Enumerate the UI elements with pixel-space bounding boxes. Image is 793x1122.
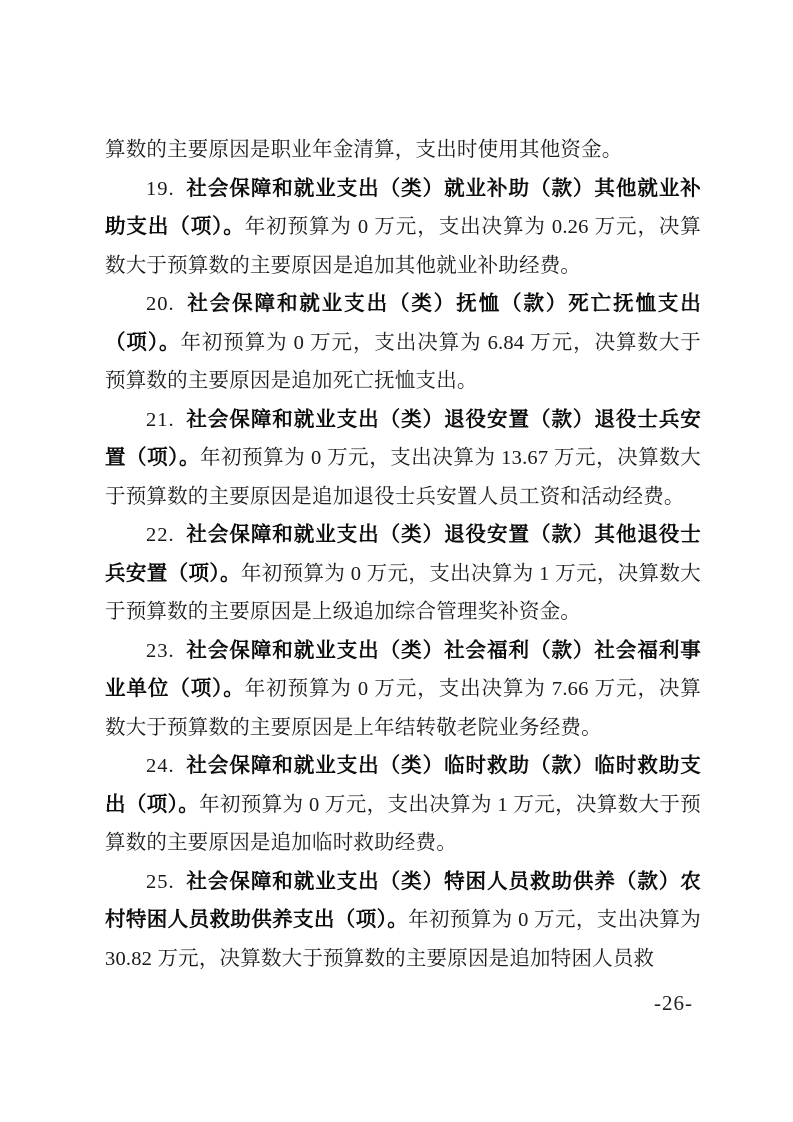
paragraph-item-23 — [105, 632, 701, 748]
expenditure-heading: 社会保障和就业支出（类）临时救助（款）临时救助支出（项）。 — [105, 754, 701, 816]
paragraph-item-22 — [105, 516, 701, 632]
paragraph-body: 年初预算为 0 万元，支出决算为 6.84 万元，决算数大于预算数的主要原因是追加死亡抚恤支出。 — [105, 331, 701, 392]
paragraph-item-20 — [105, 285, 701, 401]
expenditure-heading: 社会保障和就业支出（类）退役安置（款）其他退役士兵安置（项）。 — [105, 523, 701, 585]
paragraph-body: 年初预算为 0 万元，支出决算为 1 万元，决算数大于预算数的主要原因是上级追加综合管理奖补资金。 — [105, 562, 701, 623]
paragraph-number: 20. — [146, 293, 175, 315]
expenditure-heading: 社会保障和就业支出（类）特困人员救助供养（款）农村特困人员救助供养支出（项）。 — [105, 869, 701, 931]
page-number: -26- — [654, 991, 693, 1015]
paragraph-item-24 — [105, 747, 701, 863]
expenditure-heading: 社会保障和就业支出（类）抚恤（款）死亡抚恤支出（项）。 — [105, 292, 701, 354]
paragraph-body: 年初预算为 0 万元，支出决算为 30.82 万元，决算数大于预算数的主要原因是追加特困人员救 — [105, 909, 702, 970]
expenditure-heading: 社会保障和就业支出（类）社会福利（款）社会福利事业单位（项）。 — [105, 638, 701, 700]
paragraph-number: 21. — [146, 408, 175, 431]
paragraph-number: 19. — [146, 177, 175, 200]
paragraph-item-21 — [105, 401, 701, 517]
paragraph-number: 23. — [146, 639, 175, 662]
paragraph-number: 22. — [146, 524, 175, 546]
paragraph-item-19 — [105, 170, 701, 286]
paragraph-body: 年初预算为 0 万元，支出决算为 1 万元，决算数大于预算数的主要原因是追加临时救助经费。 — [105, 793, 701, 854]
expenditure-heading: 社会保障和就业支出（类）退役安置（款）退役士兵安置（项）。 — [105, 407, 701, 469]
paragraph-number: 25. — [146, 870, 175, 893]
text-block — [105, 131, 701, 978]
paragraph-body: 年初预算为 0 万元，支出决算为 13.67 万元，决算数大于预算数的主要原因是追加退役士兵安置人员工资和活动经费。 — [105, 447, 702, 508]
paragraph-body: 年初预算为 0 万元，支出决算为 0.26 万元，决算数大于预算数的主要原因是追加其他就业补助经费。 — [105, 216, 701, 277]
expenditure-heading: 社会保障和就业支出（类）就业补助（款）其他就业补助支出（项）。 — [105, 176, 701, 238]
paragraph-number: 24. — [146, 755, 175, 777]
paragraph-item-25 — [105, 863, 701, 979]
paragraph-continuation: 算数的主要原因是职业年金清算，支出时使用其他资金。 — [105, 139, 623, 161]
paragraph-body: 年初预算为 0 万元，支出决算为 7.66 万元，决算数大于预算数的主要原因是上年结转敬老院业务经费。 — [105, 678, 701, 739]
